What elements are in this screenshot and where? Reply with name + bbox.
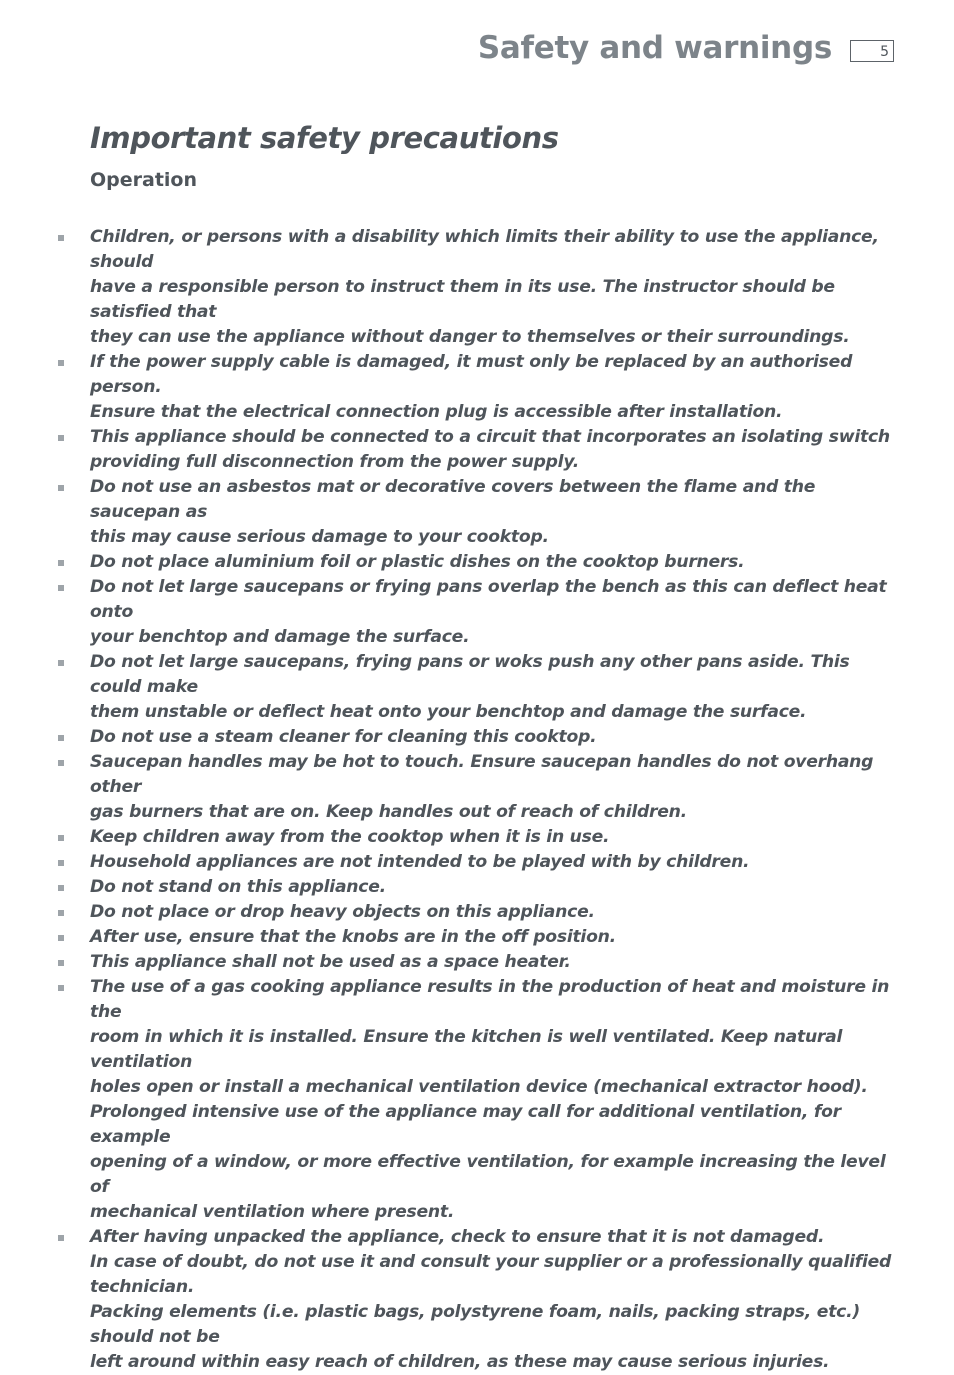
precaution-text: Do not stand on this appliance. xyxy=(90,877,386,897)
precaution-text: After having unpacked the appliance, check to ensure that it is not damaged. In case of doubt, do not use it and consult your supplier or a professionally qualified technician. Packing elements (i.e. plastic bags, polystyrene foam, nails, packing straps, etc.) should not be left around within easy reach of children, as these may cause serious injuries. xyxy=(90,1227,892,1372)
list-item xyxy=(90,900,896,925)
square-bullet-icon xyxy=(58,885,64,891)
square-bullet-icon xyxy=(58,485,64,491)
precaution-text: Saucepan handles may be hot to touch. Ensure saucepan handles do not overhang other gas burners that are on. Keep handles out of reach of children. xyxy=(90,752,874,822)
precautions-list xyxy=(90,225,896,1375)
page-header-title: Safety and warnings xyxy=(477,30,832,66)
list-item xyxy=(90,875,896,900)
subsection-title: Operation xyxy=(90,169,198,191)
precaution-text: After use, ensure that the knobs are in the off position. xyxy=(90,927,616,947)
precaution-text: Keep children away from the cooktop when it is in use. xyxy=(90,827,610,847)
list-item xyxy=(90,650,896,725)
section-title: Important safety precautions xyxy=(90,121,559,155)
list-item xyxy=(90,425,896,475)
precaution-text: Do not let large saucepans or frying pans overlap the bench as this can deflect heat onto your benchtop and damage the surface. xyxy=(90,577,887,647)
list-item xyxy=(90,575,896,650)
precaution-text: If the power supply cable is damaged, it must only be replaced by an authorised person. Ensure that the electrical connection plug is accessible after installation. xyxy=(90,352,853,422)
square-bullet-icon xyxy=(58,235,64,241)
square-bullet-icon xyxy=(58,435,64,441)
precaution-text: This appliance should be connected to a circuit that incorporates an isolating switch providing full disconnection from the power supply. xyxy=(90,427,890,472)
precaution-text: Household appliances are not intended to be played with by children. xyxy=(90,852,750,872)
precaution-text: Do not use a steam cleaner for cleaning this cooktop. xyxy=(90,727,597,747)
list-item xyxy=(90,950,896,975)
list-item xyxy=(90,825,896,850)
list-item xyxy=(90,225,896,350)
precaution-text: Do not use an asbestos mat or decorative covers between the flame and the saucepan as this may cause serious damage to your cooktop. xyxy=(90,477,816,547)
list-item xyxy=(90,850,896,875)
precaution-text: Do not let large saucepans, frying pans or woks push any other pans aside. This could make them unstable or deflect heat onto your benchtop and damage the surface. xyxy=(90,652,850,722)
list-item xyxy=(90,350,896,425)
list-item xyxy=(90,925,896,950)
list-item xyxy=(90,725,896,750)
square-bullet-icon xyxy=(58,985,64,991)
precaution-text: Do not place or drop heavy objects on this appliance. xyxy=(90,902,595,922)
square-bullet-icon xyxy=(58,360,64,366)
precaution-text: The use of a gas cooking appliance results in the production of heat and moisture in the room in which it is installed. Ensure the kitchen is well ventilated. Keep natural ventilation holes open or install a mechanical ventilation device (mechanical extractor hood). Prolonged intensive use of the appliance may call for additional ventilation, for example opening of a window, or more effective ventilation, for example increasing the level of mechanical ventilation where present. xyxy=(90,977,890,1222)
square-bullet-icon xyxy=(58,585,64,591)
square-bullet-icon xyxy=(58,760,64,766)
square-bullet-icon xyxy=(58,935,64,941)
square-bullet-icon xyxy=(58,1235,64,1241)
precaution-text: Do not place aluminium foil or plastic dishes on the cooktop burners. xyxy=(90,552,745,572)
list-item xyxy=(90,975,896,1225)
square-bullet-icon xyxy=(58,660,64,666)
square-bullet-icon xyxy=(58,860,64,866)
list-item xyxy=(90,1225,896,1375)
list-item xyxy=(90,550,896,575)
square-bullet-icon xyxy=(58,960,64,966)
precaution-text: Children, or persons with a disability which limits their ability to use the appliance, should have a responsible person to instruct them in its use. The instructor should be satisfied that they can use the appliance without danger to themselves or their surroundings. xyxy=(90,227,879,347)
square-bullet-icon xyxy=(58,835,64,841)
square-bullet-icon xyxy=(58,910,64,916)
page-number: 5 xyxy=(850,40,894,62)
square-bullet-icon xyxy=(58,735,64,741)
square-bullet-icon xyxy=(58,560,64,566)
list-item xyxy=(90,475,896,550)
list-item xyxy=(90,750,896,825)
precaution-text: This appliance shall not be used as a space heater. xyxy=(90,952,571,972)
